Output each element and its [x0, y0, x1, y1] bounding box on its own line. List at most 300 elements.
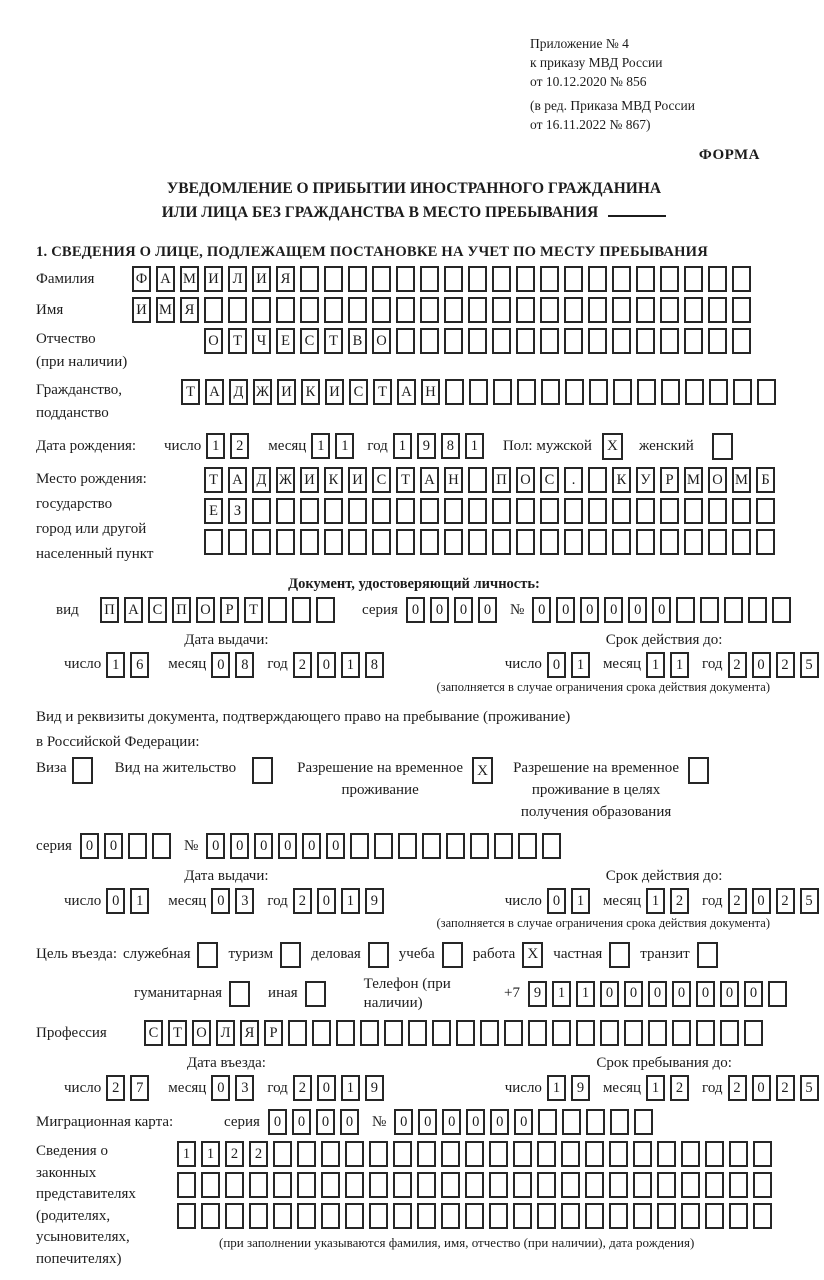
char-cell[interactable]: 0 [326, 833, 345, 859]
char-cell[interactable] [708, 297, 727, 323]
char-cell[interactable] [732, 266, 751, 292]
char-cell[interactable] [228, 297, 247, 323]
char-cell[interactable] [420, 498, 439, 524]
char-cell[interactable] [288, 1020, 307, 1046]
char-cell[interactable] [708, 328, 727, 354]
char-cell[interactable]: К [324, 467, 343, 493]
char-cell[interactable] [128, 833, 147, 859]
char-cell[interactable] [324, 529, 343, 555]
char-cell[interactable] [708, 266, 727, 292]
char-cell[interactable]: Л [228, 266, 247, 292]
residence-permit-checkbox[interactable] [252, 757, 273, 784]
char-cell[interactable]: С [349, 379, 368, 405]
char-cell[interactable] [492, 266, 511, 292]
char-cell[interactable] [489, 1172, 508, 1198]
purpose-transit-checkbox[interactable] [697, 942, 718, 968]
char-cell[interactable]: 0 [547, 888, 566, 914]
char-cell[interactable]: О [372, 328, 391, 354]
char-cell[interactable] [369, 1141, 388, 1167]
char-cell[interactable] [201, 1172, 220, 1198]
char-cell[interactable]: Н [421, 379, 440, 405]
char-cell[interactable]: А [124, 597, 143, 623]
char-cell[interactable]: 5 [800, 888, 819, 914]
purpose-humanitarian-checkbox[interactable] [229, 981, 250, 1007]
char-cell[interactable]: 0 [454, 597, 473, 623]
char-cell[interactable]: С [372, 467, 391, 493]
char-cell[interactable] [316, 597, 335, 623]
char-cell[interactable] [636, 529, 655, 555]
char-cell[interactable]: 9 [571, 1075, 590, 1101]
char-cell[interactable] [633, 1141, 652, 1167]
char-cell[interactable] [537, 1141, 556, 1167]
char-cell[interactable] [540, 297, 559, 323]
char-cell[interactable]: М [684, 467, 703, 493]
temp-residence-checkbox[interactable]: X [472, 757, 493, 784]
char-cell[interactable]: А [420, 467, 439, 493]
char-cell[interactable] [324, 498, 343, 524]
purpose-official-checkbox[interactable] [197, 942, 218, 968]
char-cell[interactable] [345, 1141, 364, 1167]
char-cell[interactable] [537, 1172, 556, 1198]
char-cell[interactable] [564, 328, 583, 354]
char-cell[interactable] [732, 529, 751, 555]
char-cell[interactable]: 1 [341, 888, 360, 914]
char-cell[interactable] [681, 1172, 700, 1198]
char-cell[interactable] [588, 529, 607, 555]
purpose-other-checkbox[interactable] [305, 981, 326, 1007]
char-cell[interactable] [494, 833, 513, 859]
purpose-tourism-checkbox[interactable] [280, 942, 301, 968]
purpose-business-checkbox[interactable] [368, 942, 389, 968]
char-cell[interactable] [684, 266, 703, 292]
char-cell[interactable]: П [492, 467, 511, 493]
char-cell[interactable] [444, 328, 463, 354]
char-cell[interactable] [564, 498, 583, 524]
char-cell[interactable]: Ф [132, 266, 151, 292]
char-cell[interactable]: 2 [225, 1141, 244, 1167]
char-cell[interactable]: 0 [278, 833, 297, 859]
char-cell[interactable] [648, 1020, 667, 1046]
char-cell[interactable]: 2 [670, 888, 689, 914]
char-cell[interactable]: С [540, 467, 559, 493]
char-cell[interactable] [636, 297, 655, 323]
char-cell[interactable] [660, 297, 679, 323]
char-cell[interactable] [732, 498, 751, 524]
char-cell[interactable]: 2 [728, 888, 747, 914]
char-cell[interactable]: Н [444, 467, 463, 493]
char-cell[interactable] [225, 1172, 244, 1198]
char-cell[interactable] [540, 328, 559, 354]
char-cell[interactable] [518, 833, 537, 859]
char-cell[interactable] [612, 328, 631, 354]
char-cell[interactable] [637, 379, 656, 405]
char-cell[interactable]: О [192, 1020, 211, 1046]
char-cell[interactable] [564, 529, 583, 555]
char-cell[interactable]: 0 [317, 888, 336, 914]
char-cell[interactable] [276, 297, 295, 323]
char-cell[interactable]: 0 [490, 1109, 509, 1135]
char-cell[interactable]: И [132, 297, 151, 323]
char-cell[interactable] [634, 1109, 653, 1135]
char-cell[interactable] [465, 1141, 484, 1167]
char-cell[interactable]: 1 [335, 433, 354, 459]
char-cell[interactable]: 2 [670, 1075, 689, 1101]
char-cell[interactable] [513, 1203, 532, 1229]
char-cell[interactable] [756, 498, 775, 524]
char-cell[interactable] [300, 529, 319, 555]
char-cell[interactable]: Р [660, 467, 679, 493]
char-cell[interactable]: О [196, 597, 215, 623]
char-cell[interactable] [432, 1020, 451, 1046]
char-cell[interactable]: 0 [720, 981, 739, 1007]
char-cell[interactable]: 0 [752, 652, 771, 678]
char-cell[interactable]: 9 [365, 888, 384, 914]
char-cell[interactable]: 3 [235, 888, 254, 914]
char-cell[interactable] [492, 328, 511, 354]
char-cell[interactable]: 9 [365, 1075, 384, 1101]
char-cell[interactable] [513, 1172, 532, 1198]
char-cell[interactable]: 1 [576, 981, 595, 1007]
char-cell[interactable]: 1 [552, 981, 571, 1007]
char-cell[interactable] [705, 1203, 724, 1229]
char-cell[interactable] [492, 297, 511, 323]
char-cell[interactable] [612, 498, 631, 524]
char-cell[interactable]: Ч [252, 328, 271, 354]
char-cell[interactable] [588, 498, 607, 524]
char-cell[interactable] [612, 529, 631, 555]
char-cell[interactable] [609, 1141, 628, 1167]
char-cell[interactable]: 0 [672, 981, 691, 1007]
char-cell[interactable]: Д [229, 379, 248, 405]
char-cell[interactable] [744, 1020, 763, 1046]
char-cell[interactable]: 3 [235, 1075, 254, 1101]
char-cell[interactable] [321, 1141, 340, 1167]
char-cell[interactable] [537, 1203, 556, 1229]
char-cell[interactable] [456, 1020, 475, 1046]
char-cell[interactable] [396, 498, 415, 524]
char-cell[interactable] [350, 833, 369, 859]
char-cell[interactable]: 6 [130, 652, 149, 678]
char-cell[interactable]: Т [228, 328, 247, 354]
char-cell[interactable] [516, 328, 535, 354]
char-cell[interactable]: 1 [571, 888, 590, 914]
char-cell[interactable]: Т [396, 467, 415, 493]
char-cell[interactable]: 0 [752, 888, 771, 914]
char-cell[interactable]: Л [216, 1020, 235, 1046]
char-cell[interactable] [372, 529, 391, 555]
char-cell[interactable]: 9 [528, 981, 547, 1007]
char-cell[interactable] [708, 529, 727, 555]
char-cell[interactable] [504, 1020, 523, 1046]
char-cell[interactable]: И [204, 266, 223, 292]
char-cell[interactable]: 0 [430, 597, 449, 623]
char-cell[interactable] [417, 1172, 436, 1198]
char-cell[interactable] [420, 529, 439, 555]
char-cell[interactable]: 2 [776, 888, 795, 914]
char-cell[interactable]: 0 [628, 597, 647, 623]
char-cell[interactable]: 2 [106, 1075, 125, 1101]
char-cell[interactable]: 0 [104, 833, 123, 859]
char-cell[interactable] [312, 1020, 331, 1046]
char-cell[interactable] [585, 1141, 604, 1167]
char-cell[interactable] [528, 1020, 547, 1046]
char-cell[interactable] [276, 529, 295, 555]
char-cell[interactable] [268, 597, 287, 623]
char-cell[interactable]: 2 [776, 1075, 795, 1101]
char-cell[interactable]: 0 [268, 1109, 287, 1135]
char-cell[interactable]: И [277, 379, 296, 405]
char-cell[interactable] [396, 328, 415, 354]
char-cell[interactable] [273, 1203, 292, 1229]
char-cell[interactable]: И [252, 266, 271, 292]
char-cell[interactable] [468, 529, 487, 555]
char-cell[interactable] [324, 266, 343, 292]
char-cell[interactable] [177, 1203, 196, 1229]
char-cell[interactable]: 0 [580, 597, 599, 623]
char-cell[interactable] [516, 297, 535, 323]
char-cell[interactable] [336, 1020, 355, 1046]
char-cell[interactable] [297, 1172, 316, 1198]
char-cell[interactable] [372, 498, 391, 524]
char-cell[interactable]: 0 [752, 1075, 771, 1101]
char-cell[interactable]: А [397, 379, 416, 405]
char-cell[interactable]: Ж [253, 379, 272, 405]
char-cell[interactable] [470, 833, 489, 859]
char-cell[interactable] [753, 1203, 772, 1229]
char-cell[interactable] [276, 498, 295, 524]
char-cell[interactable] [469, 379, 488, 405]
char-cell[interactable]: 2 [249, 1141, 268, 1167]
purpose-private-checkbox[interactable] [609, 942, 630, 968]
purpose-work-checkbox[interactable]: X [522, 942, 543, 968]
char-cell[interactable]: Т [168, 1020, 187, 1046]
char-cell[interactable] [684, 498, 703, 524]
char-cell[interactable] [733, 379, 752, 405]
char-cell[interactable] [396, 529, 415, 555]
char-cell[interactable] [420, 297, 439, 323]
char-cell[interactable] [542, 833, 561, 859]
char-cell[interactable]: 0 [106, 888, 125, 914]
char-cell[interactable]: 2 [230, 433, 249, 459]
char-cell[interactable]: С [148, 597, 167, 623]
char-cell[interactable] [420, 328, 439, 354]
char-cell[interactable] [345, 1203, 364, 1229]
char-cell[interactable] [729, 1203, 748, 1229]
char-cell[interactable] [273, 1141, 292, 1167]
char-cell[interactable]: А [228, 467, 247, 493]
char-cell[interactable]: А [205, 379, 224, 405]
char-cell[interactable] [201, 1203, 220, 1229]
char-cell[interactable] [720, 1020, 739, 1046]
char-cell[interactable] [225, 1203, 244, 1229]
char-cell[interactable]: 8 [235, 652, 254, 678]
char-cell[interactable] [753, 1172, 772, 1198]
char-cell[interactable]: 0 [230, 833, 249, 859]
char-cell[interactable]: 0 [340, 1109, 359, 1135]
char-cell[interactable] [561, 1172, 580, 1198]
char-cell[interactable] [374, 833, 393, 859]
char-cell[interactable]: З [228, 498, 247, 524]
char-cell[interactable] [540, 498, 559, 524]
char-cell[interactable]: Я [240, 1020, 259, 1046]
char-cell[interactable]: Д [252, 467, 271, 493]
char-cell[interactable] [636, 328, 655, 354]
char-cell[interactable] [441, 1203, 460, 1229]
char-cell[interactable]: 8 [365, 652, 384, 678]
char-cell[interactable]: О [204, 328, 223, 354]
char-cell[interactable] [561, 1141, 580, 1167]
char-cell[interactable]: Я [276, 266, 295, 292]
char-cell[interactable]: Т [324, 328, 343, 354]
char-cell[interactable] [540, 529, 559, 555]
char-cell[interactable] [321, 1203, 340, 1229]
gender-female-checkbox[interactable] [712, 433, 733, 460]
char-cell[interactable] [492, 529, 511, 555]
char-cell[interactable]: 7 [130, 1075, 149, 1101]
char-cell[interactable] [348, 266, 367, 292]
char-cell[interactable]: П [100, 597, 119, 623]
char-cell[interactable] [705, 1141, 724, 1167]
char-cell[interactable] [588, 467, 607, 493]
char-cell[interactable]: К [301, 379, 320, 405]
char-cell[interactable]: Е [276, 328, 295, 354]
char-cell[interactable]: 0 [211, 1075, 230, 1101]
char-cell[interactable]: С [144, 1020, 163, 1046]
char-cell[interactable] [708, 498, 727, 524]
gender-male-checkbox[interactable]: X [602, 433, 623, 460]
char-cell[interactable]: 0 [604, 597, 623, 623]
char-cell[interactable]: Р [220, 597, 239, 623]
char-cell[interactable]: 0 [547, 652, 566, 678]
char-cell[interactable]: П [172, 597, 191, 623]
char-cell[interactable] [612, 266, 631, 292]
char-cell[interactable] [564, 266, 583, 292]
char-cell[interactable]: В [348, 328, 367, 354]
char-cell[interactable] [444, 297, 463, 323]
char-cell[interactable] [252, 529, 271, 555]
char-cell[interactable] [480, 1020, 499, 1046]
char-cell[interactable] [422, 833, 441, 859]
char-cell[interactable] [588, 328, 607, 354]
char-cell[interactable]: 1 [106, 652, 125, 678]
char-cell[interactable] [444, 266, 463, 292]
char-cell[interactable] [705, 1172, 724, 1198]
char-cell[interactable]: 1 [341, 1075, 360, 1101]
char-cell[interactable]: 0 [696, 981, 715, 1007]
char-cell[interactable] [468, 328, 487, 354]
char-cell[interactable] [609, 1172, 628, 1198]
char-cell[interactable] [660, 498, 679, 524]
char-cell[interactable] [657, 1203, 676, 1229]
char-cell[interactable]: 1 [177, 1141, 196, 1167]
char-cell[interactable] [684, 328, 703, 354]
char-cell[interactable] [393, 1172, 412, 1198]
char-cell[interactable] [685, 379, 704, 405]
char-cell[interactable] [516, 529, 535, 555]
char-cell[interactable] [348, 498, 367, 524]
char-cell[interactable] [612, 297, 631, 323]
char-cell[interactable]: 0 [624, 981, 643, 1007]
char-cell[interactable]: 1 [547, 1075, 566, 1101]
char-cell[interactable] [729, 1141, 748, 1167]
char-cell[interactable] [417, 1203, 436, 1229]
char-cell[interactable] [492, 498, 511, 524]
char-cell[interactable]: 0 [254, 833, 273, 859]
char-cell[interactable] [360, 1020, 379, 1046]
char-cell[interactable] [369, 1203, 388, 1229]
char-cell[interactable] [393, 1141, 412, 1167]
char-cell[interactable]: О [708, 467, 727, 493]
char-cell[interactable]: 0 [80, 833, 99, 859]
char-cell[interactable] [444, 498, 463, 524]
char-cell[interactable] [588, 266, 607, 292]
char-cell[interactable] [444, 529, 463, 555]
char-cell[interactable] [516, 498, 535, 524]
char-cell[interactable] [660, 328, 679, 354]
char-cell[interactable]: И [348, 467, 367, 493]
char-cell[interactable]: 1 [646, 1075, 665, 1101]
char-cell[interactable]: 0 [556, 597, 575, 623]
char-cell[interactable]: 0 [206, 833, 225, 859]
char-cell[interactable] [661, 379, 680, 405]
char-cell[interactable] [610, 1109, 629, 1135]
char-cell[interactable] [624, 1020, 643, 1046]
char-cell[interactable] [696, 1020, 715, 1046]
char-cell[interactable] [633, 1203, 652, 1229]
char-cell[interactable] [441, 1172, 460, 1198]
char-cell[interactable]: 0 [292, 1109, 311, 1135]
char-cell[interactable]: М [732, 467, 751, 493]
char-cell[interactable] [768, 981, 787, 1007]
char-cell[interactable]: А [156, 266, 175, 292]
char-cell[interactable] [420, 266, 439, 292]
char-cell[interactable] [676, 597, 695, 623]
temp-residence-edu-checkbox[interactable] [688, 757, 709, 784]
char-cell[interactable] [660, 529, 679, 555]
char-cell[interactable]: 0 [394, 1109, 413, 1135]
char-cell[interactable]: 2 [293, 1075, 312, 1101]
char-cell[interactable] [681, 1141, 700, 1167]
char-cell[interactable]: У [636, 467, 655, 493]
char-cell[interactable]: . [564, 467, 583, 493]
char-cell[interactable] [249, 1172, 268, 1198]
char-cell[interactable] [177, 1172, 196, 1198]
char-cell[interactable]: 0 [211, 652, 230, 678]
char-cell[interactable]: Я [180, 297, 199, 323]
char-cell[interactable] [757, 379, 776, 405]
char-cell[interactable] [228, 529, 247, 555]
char-cell[interactable] [636, 498, 655, 524]
char-cell[interactable] [684, 297, 703, 323]
char-cell[interactable] [540, 266, 559, 292]
char-cell[interactable] [273, 1172, 292, 1198]
char-cell[interactable] [552, 1020, 571, 1046]
char-cell[interactable]: 0 [211, 888, 230, 914]
char-cell[interactable]: 1 [206, 433, 225, 459]
char-cell[interactable]: 0 [466, 1109, 485, 1135]
char-cell[interactable]: 5 [800, 1075, 819, 1101]
char-cell[interactable] [384, 1020, 403, 1046]
char-cell[interactable]: 0 [316, 1109, 335, 1135]
char-cell[interactable]: К [612, 467, 631, 493]
char-cell[interactable] [672, 1020, 691, 1046]
char-cell[interactable] [753, 1141, 772, 1167]
char-cell[interactable]: 1 [646, 652, 665, 678]
char-cell[interactable]: 1 [670, 652, 689, 678]
char-cell[interactable] [681, 1203, 700, 1229]
char-cell[interactable] [300, 297, 319, 323]
char-cell[interactable] [657, 1141, 676, 1167]
